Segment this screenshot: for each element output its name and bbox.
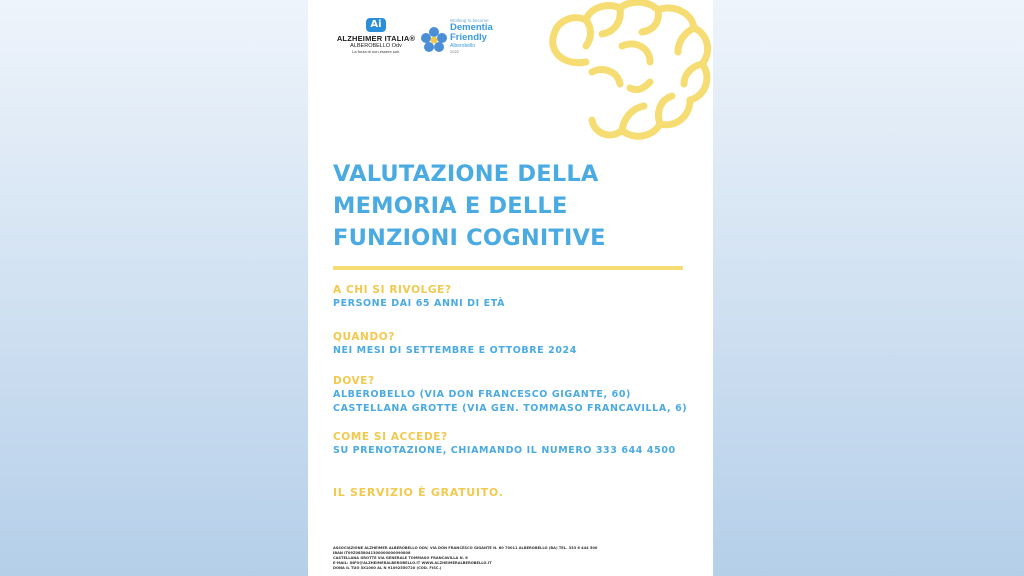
footer-line: ASSOCIAZIONE ALZHEIMER ALBEROBELLO ODV, VIA DON FRANCESCO GIGANTE N. 60 70011 ALBEROBELLO (BA) TEL. 333 6 444 500 bbox=[333, 546, 598, 550]
section-question: A CHI SI RIVOLGE? bbox=[333, 284, 452, 296]
footer-line: IBAN IT09Z0858041300000000090808 bbox=[333, 551, 411, 555]
df-line2: Friendly bbox=[450, 31, 487, 43]
section-answer: CASTELLANA GROTTE (VIA GEN. TOMMASO FRANCAVILLA, 6) bbox=[333, 403, 688, 414]
section-when bbox=[333, 330, 703, 358]
section-where bbox=[333, 374, 703, 416]
poster-title: VALUTAZIONE DELLA MEMORIA E DELLE FUNZIONI COGNITIVE bbox=[333, 161, 606, 251]
df-line1: Dementia bbox=[450, 22, 493, 33]
alzheimer-logo-icon: Ai bbox=[366, 18, 386, 32]
logo-name: ALZHEIMER ITALIA® bbox=[336, 34, 416, 43]
df-tagline: Working to become bbox=[450, 18, 489, 23]
section-access bbox=[333, 430, 703, 458]
section-answer: PERSONE DAI 65 ANNI DI ETÀ bbox=[333, 298, 506, 309]
footer-line: CASTELLANA GROTTE VIA GENERALE TOMMASO FRANCAVILLA N. 6 bbox=[333, 556, 468, 560]
section-answer: ALBEROBELLO (VIA DON FRANCESCO GIGANTE, 60) bbox=[333, 389, 631, 400]
section-target bbox=[333, 283, 703, 311]
section-question: DOVE? bbox=[333, 375, 375, 387]
footer-line: E-MAIL: INFO@ALZHEIMERALBEROBELLO.IT WWW.ALZHEIMERALBEROBELLO.IT bbox=[333, 561, 492, 565]
poster bbox=[308, 0, 713, 576]
section-question: QUANDO? bbox=[333, 331, 395, 343]
df-city: Alberobello bbox=[450, 43, 476, 49]
footer bbox=[333, 546, 693, 571]
dementia-friendly-logo bbox=[420, 18, 510, 68]
free-service-note: IL SERVIZIO È GRATUITO. bbox=[333, 486, 504, 499]
section-answer: SU PRENOTAZIONE, CHIAMANDO IL NUMERO 333 644 4500 bbox=[333, 445, 676, 456]
section-question: COME SI ACCEDE? bbox=[333, 431, 448, 443]
logo-tagline: La forza di non essere soli. bbox=[352, 49, 400, 54]
footer-line: DONA IL TUO 5X1000 AL N 91092550720 (COD. FISC.) bbox=[333, 566, 442, 570]
section-answer: NEI MESI DI SETTEMBRE E OTTOBRE 2024 bbox=[333, 345, 577, 356]
logo-subtitle: ALBEROBELLO Odv bbox=[350, 43, 402, 49]
forget-me-not-icon bbox=[420, 26, 448, 54]
brain-icon bbox=[526, 0, 713, 150]
alzheimer-italia-logo bbox=[336, 18, 416, 54]
df-year: 2022 bbox=[450, 49, 459, 54]
divider bbox=[333, 266, 683, 270]
